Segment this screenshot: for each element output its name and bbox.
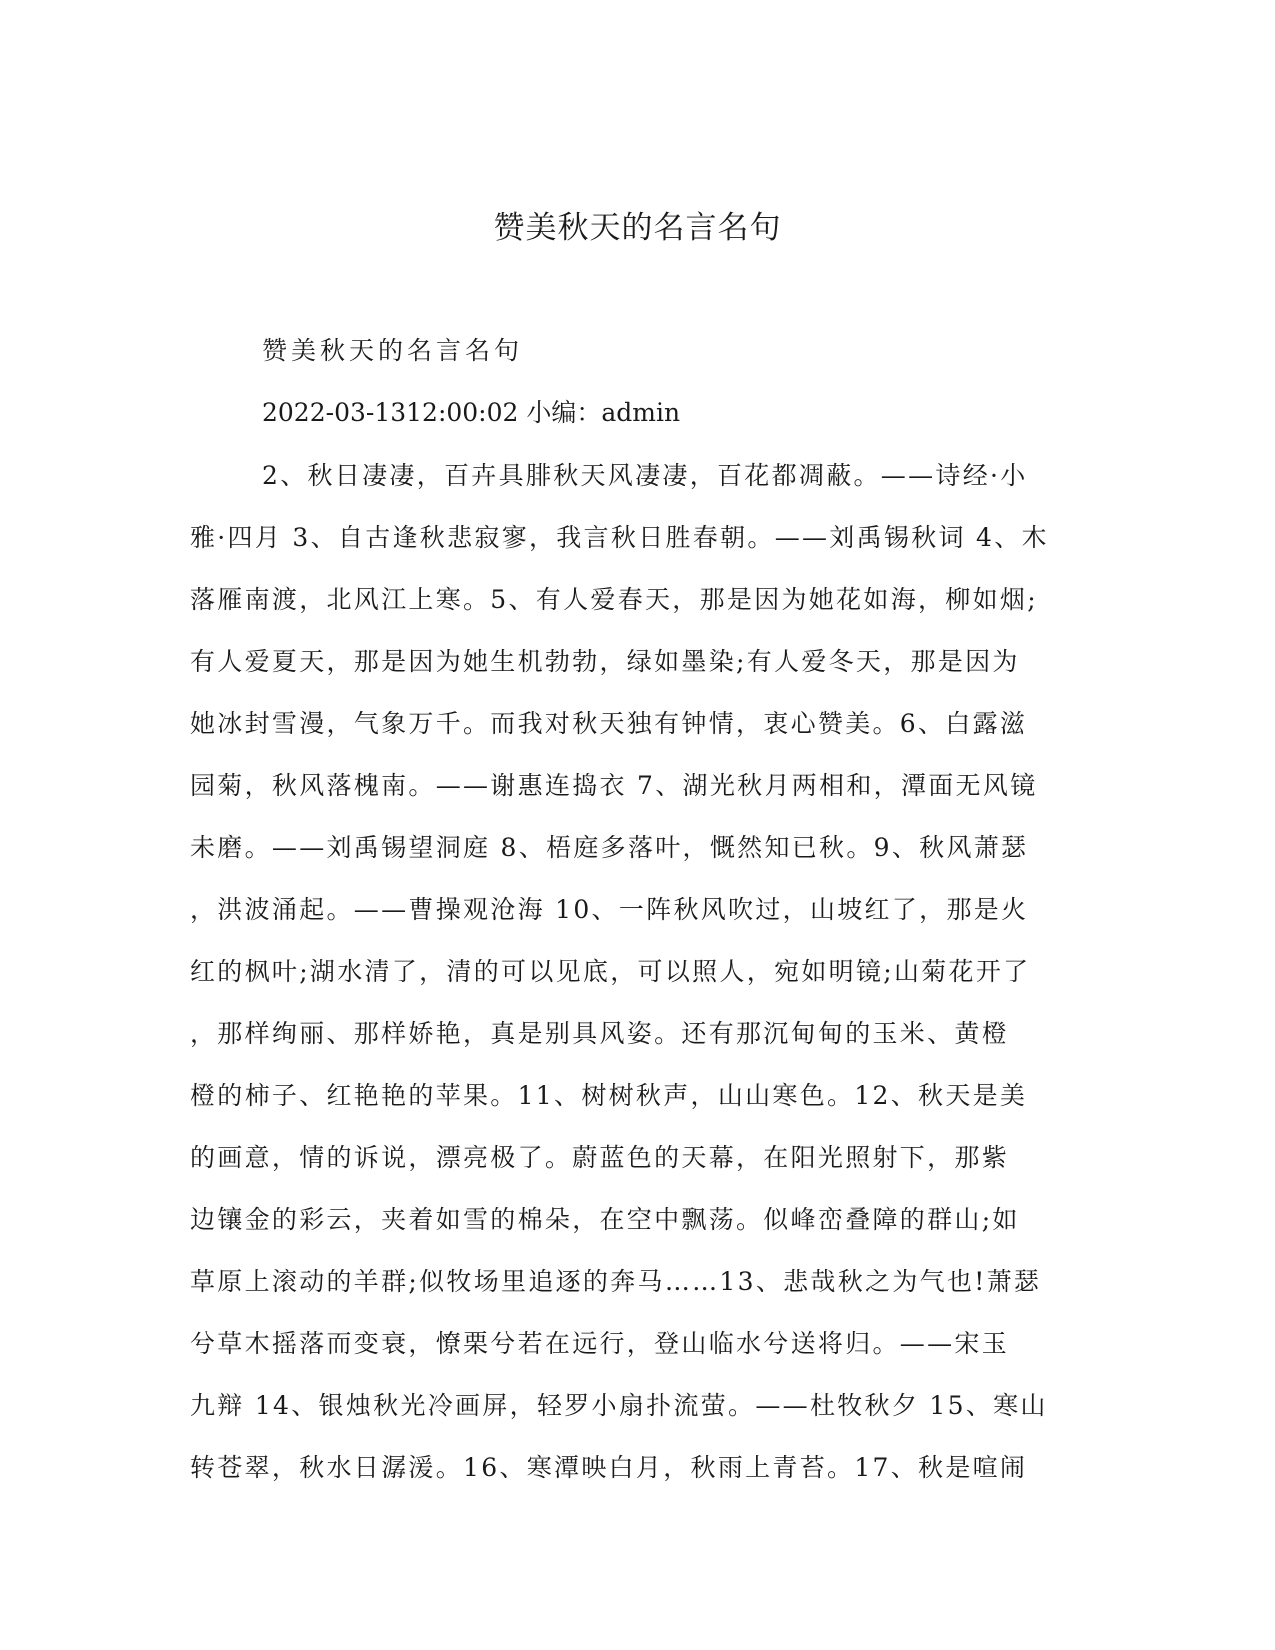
body-line: 橙的柿子、红艳艳的苹果。11、树树秋声，山山寒色。12、秋天是美 <box>190 1081 1028 1110</box>
document-subtitle: 赞美秋天的名言名句 <box>262 336 524 365</box>
body-line: 九辩 14、银烛秋光冷画屏，轻罗小扇扑流萤。——杜牧秋夕 15、寒山 <box>190 1391 1048 1420</box>
body-line: 园菊，秋风落槐南。——谢惠连捣衣 7、湖光秋月两相和，潭面无风镜 <box>190 771 1038 800</box>
body-line: 未磨。——刘禹锡望洞庭 8、梧庭多落叶，慨然知已秋。9、秋风萧瑟 <box>190 833 1029 862</box>
body-line: 2、秋日凄凄，百卉具腓秋天风凄凄，百花都凋蔽。——诗经·小 <box>262 461 1028 490</box>
body-line: 红的枫叶;湖水清了，清的可以见底，可以照人，宛如明镜;山菊花开了 <box>190 957 1031 986</box>
body-line: 她冰封雪漫，气象万千。而我对秋天独有钟情，衷心赞美。6、白露滋 <box>190 709 1028 738</box>
body-line: 草原上滚动的羊群;似牧场里追逐的奔马……13、悲哉秋之为气也!萧瑟 <box>190 1267 1042 1296</box>
body-line: 雅·四月 3、自古逢秋悲寂寥，我言秋日胜春朝。——刘禹锡秋词 4、木 <box>190 523 1049 552</box>
body-line: 的画意，情的诉说，漂亮极了。蔚蓝色的天幕，在阳光照射下，那紫 <box>190 1143 1010 1172</box>
body-line: ，洪波涌起。——曹操观沧海 10、一阵秋风吹过，山坡红了，那是火 <box>190 895 1029 924</box>
body-line: 有人爱夏天，那是因为她生机勃勃，绿如墨染;有人爱冬天，那是因为 <box>190 647 1020 676</box>
body-line: 兮草木摇落而变衰，憭栗兮若在远行，登山临水兮送将归。——宋玉 <box>190 1329 1010 1358</box>
page-title: 赞美秋天的名言名句 <box>493 210 782 246</box>
body-line: 落雁南渡，北风江上寒。5、有人爱春天，那是因为她花如海，柳如烟; <box>190 585 1038 614</box>
body-line: ，那样绚丽、那样娇艳，真是别具风姿。还有那沉甸甸的玉米、黄橙 <box>190 1019 1010 1048</box>
document-byline: 2022-03-1312:00:02 小编：admin <box>262 398 681 427</box>
body-line: 转苍翠，秋水日潺湲。16、寒潭映白月，秋雨上青苔。17、秋是喧闹 <box>190 1453 1028 1482</box>
body-line: 边镶金的彩云，夹着如雪的棉朵，在空中飘荡。似峰峦叠障的群山;如 <box>190 1205 1020 1234</box>
body-text <box>190 454 1080 1508</box>
